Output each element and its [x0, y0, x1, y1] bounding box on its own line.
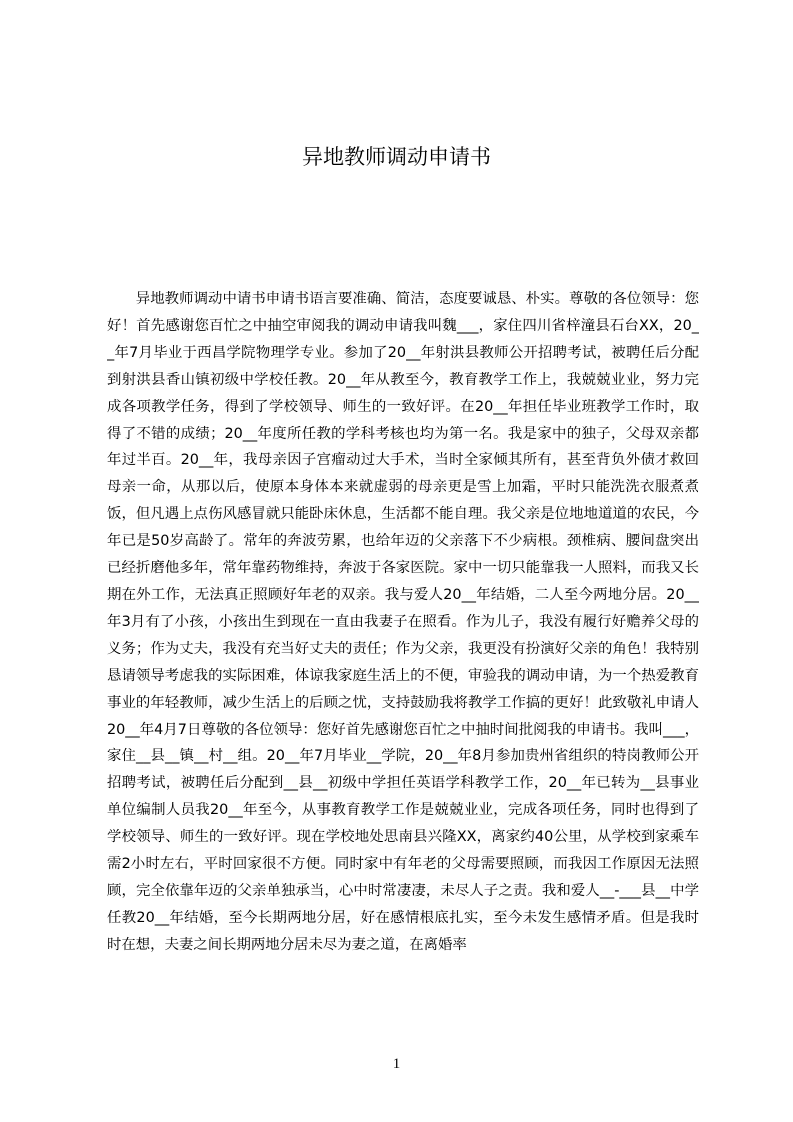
document-title: 异地教师调动申请书	[302, 145, 491, 169]
page-number: 1	[392, 1056, 401, 1072]
document-body-paragraph: 异地教师调动中请书申请书语言要准确、简洁，态度要诚恳、朴实。尊敬的各位领导：您好！首先感谢您百忙之中抽空审阅我的调动申请我叫魏___，家住四川省梓潼县石台XX，20__年7月毕业于西昌学院物理学专业。参加了20__年射洪县教师公开招聘考试，被聘任后分配到射洪县香山镇初级中学校任教。20__年从教至今，教育教学工作上，我兢兢业业，努力完成各项教学任务，得到了学校领导、师生的一致好评。在20__年担任毕业班教学工作时，取得了不错的成绩；20__年度所任教的学科考核也均为第一名。我是家中的独子，父母双亲都年过半百。20__年，我母亲因子宫瘤动过大手术，当时全家倾其所有，甚至背负外债才救回母亲一命，从那以后，使原本身体本来就虚弱的母亲更是雪上加霜，平时只能洗洗衣服煮煮饭，但凡遇上点伤风感冒就只能卧床休息，生活都不能自理。我父亲是位地地道道的农民，今年已是50岁高龄了。常年的奔波劳累，也给年迈的父亲落下不少病根。颈椎病、腰间盘突出已经折磨他多年，常年靠药物维持，奔波于各家医院。家中一切只能靠我一人照料，而我又长期在外工作，无法真正照顾好年老的双亲。我与爱人20__年结婚，二人至今两地分居。20__年3月有了小孩，小孩出生到现在一直由我妻子在照看。作为儿子，我没有履行好赡养父母的义务；作为丈夫，我没有充当好丈夫的责任；作为父亲，我更没有扮演好父亲的角色！我特别恳请领导考虑我的实际困难，体谅我家庭生活上的不便，审验我的调动申请，为一个热爱教育事业的年轻教师，减少生活上的后顾之忧，支持鼓励我将教学工作搞的更好！此致敬礼申请人20__年4月7日尊敬的各位领导：您好首先感谢您百忙之中抽时间批阅我的申请书。我叫___，家住__县__镇__村__组。20__年7月毕业__学院，20__年8月参加贵州省组织的特岗教师公开招聘考试，被聘任后分配到__县__初级中学担任英语学科教学工作，20__年已转为__县事业单位编制人员我20__年至今，从事教育教学工作是兢兢业业，完成各项任务，同时也得到了学校领导、师生的一致好评。现在学校地处思南县兴隆XX，离家约40公里，从学校到家乘车需2小时左右，平时回家很不方便。同时家中有年老的父母需要照顾，而我因工作原因无法照顾，完全依靠年迈的父亲单独承当，心中时常凄凄，未尽人子之责。我和爱人__-___县__中学任教20__年结婚，至今长期两地分居，好在感情根底扎实，至今未发生感情矛盾。但是我时时在想，夫妻之间长期两地分居未尽为妻之道，在离婚率	[107, 291, 699, 953]
